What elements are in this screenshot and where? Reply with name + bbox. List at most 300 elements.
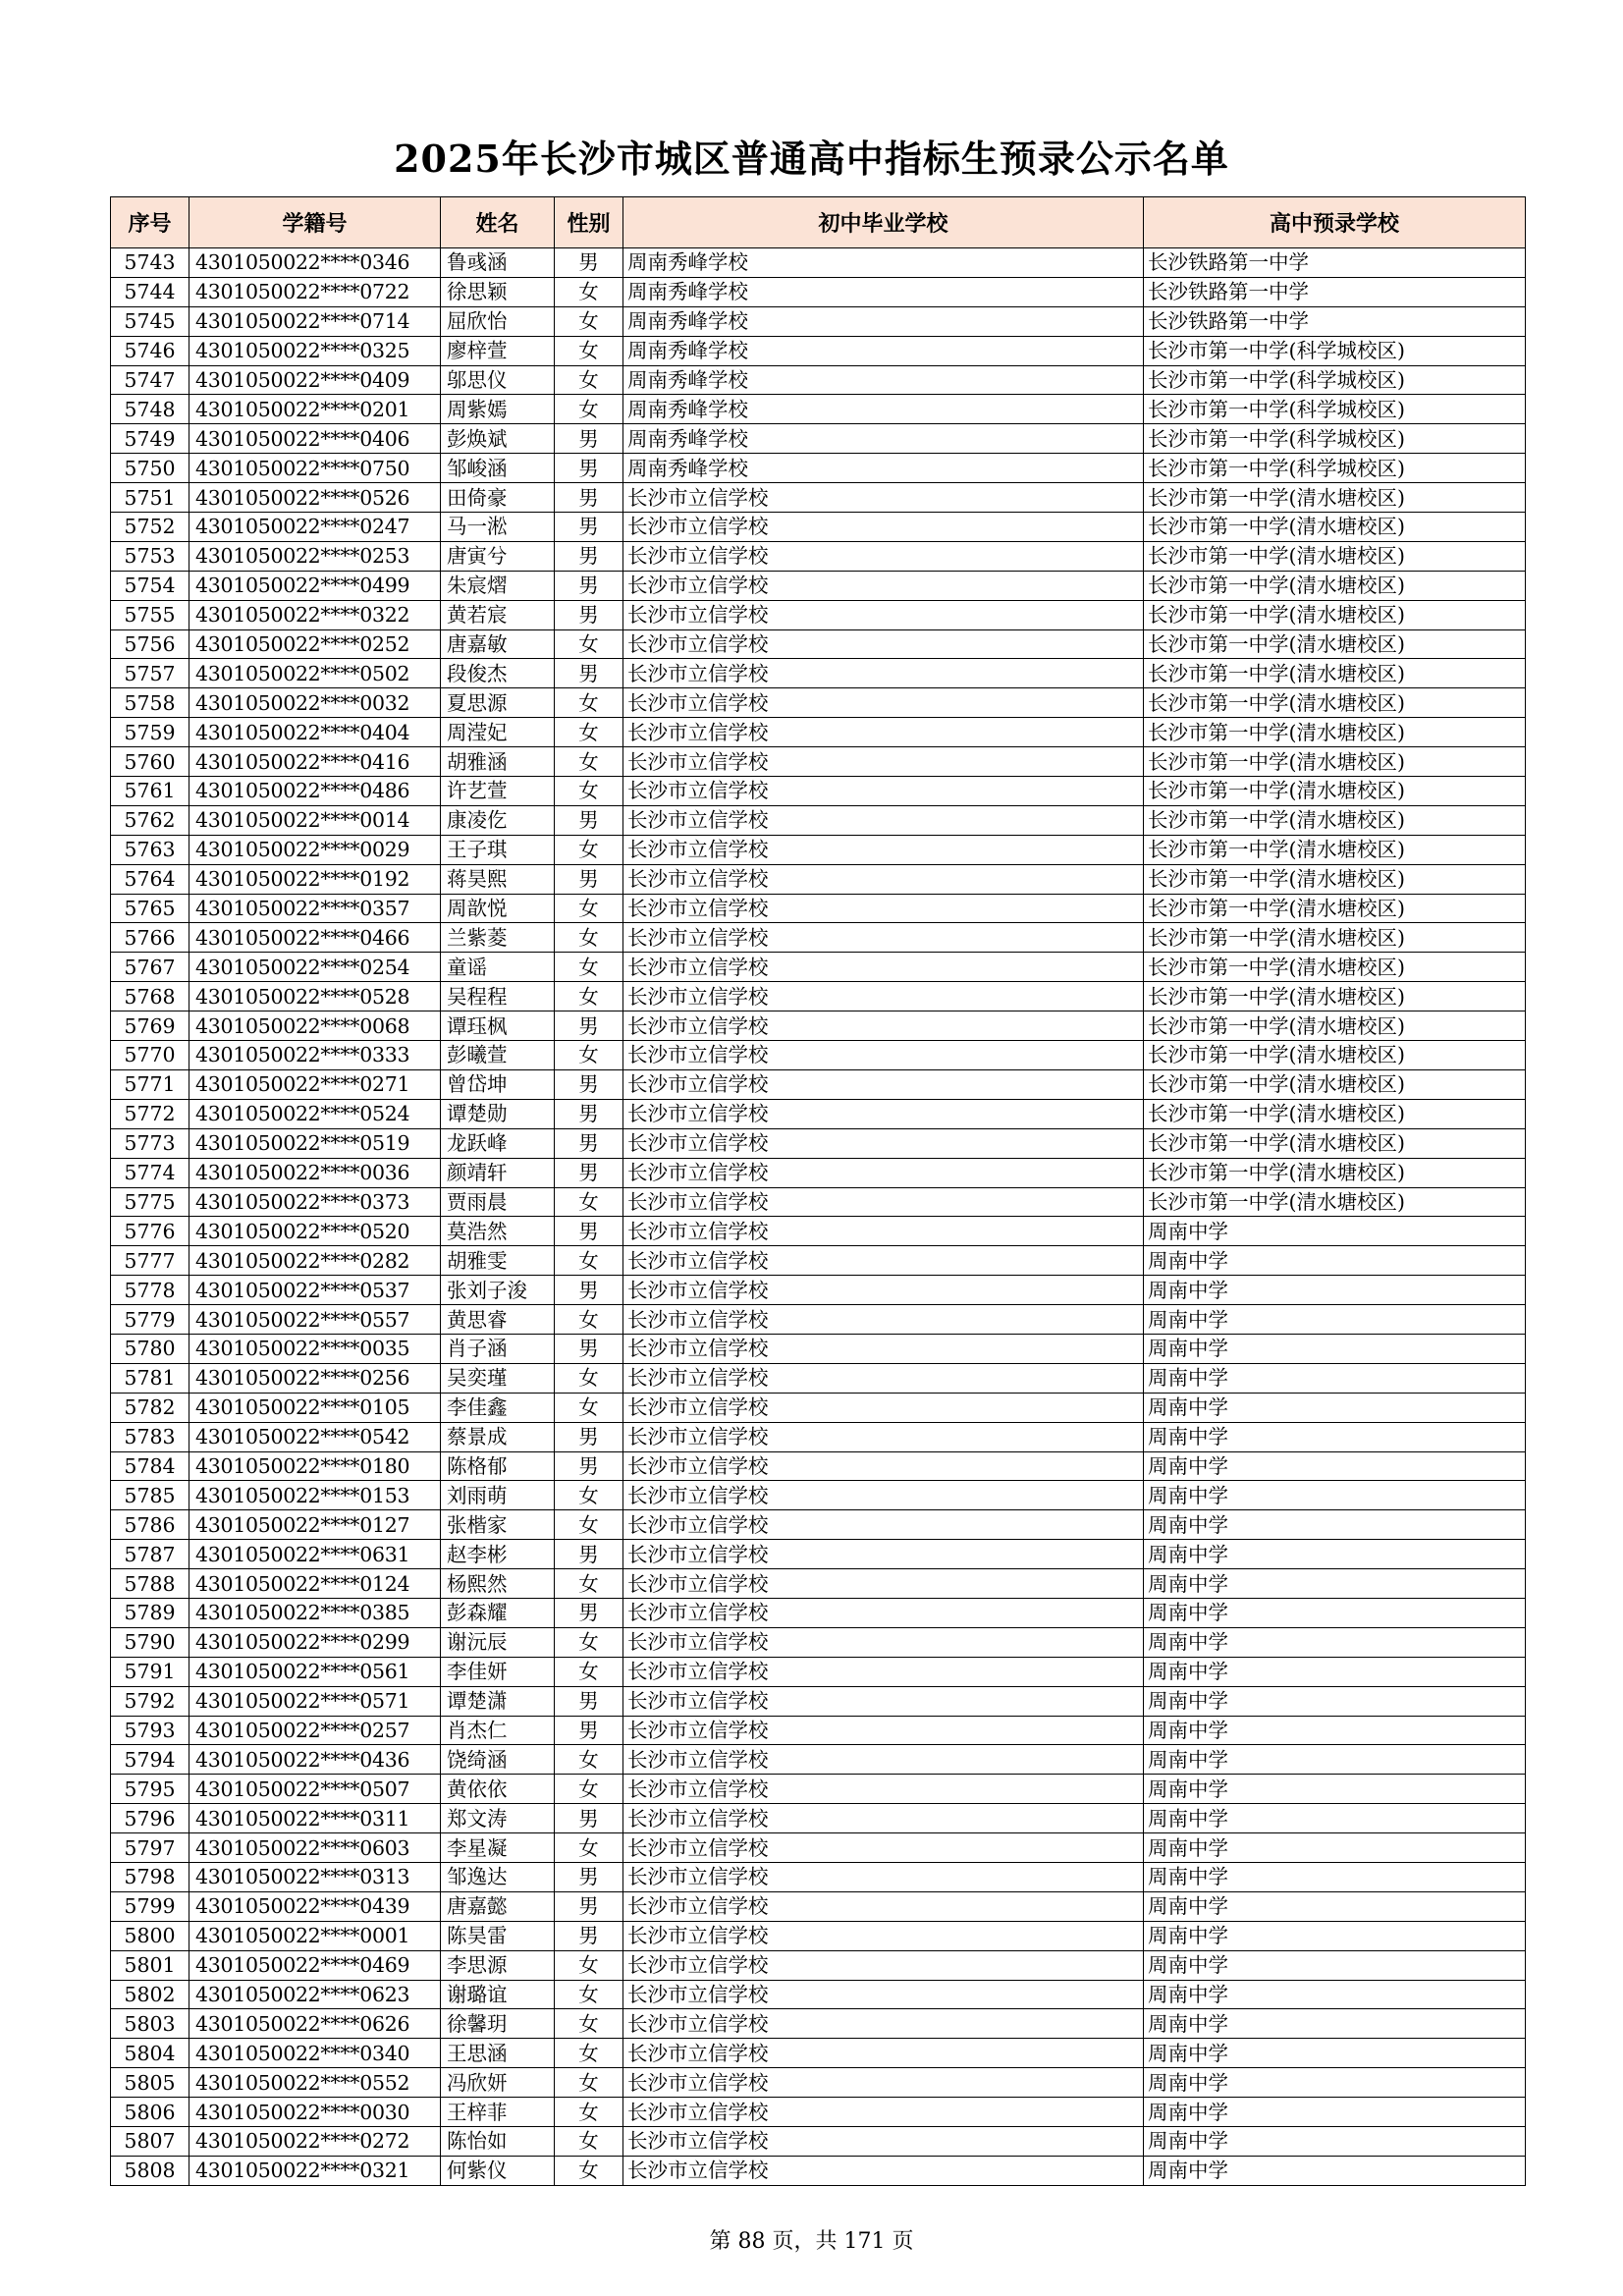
cell-seq: 5808 (111, 2156, 189, 2185)
table-row (111, 1775, 1526, 1804)
cell-name: 邹逸达 (441, 1862, 555, 1891)
cell-student-id: 4301050022****0557 (189, 1305, 441, 1335)
cell-name: 徐馨玥 (441, 2009, 555, 2039)
cell-student-id: 4301050022****0036 (189, 1158, 441, 1187)
cell-name: 张刘子浚 (441, 1276, 555, 1305)
cell-name: 肖杰仁 (441, 1716, 555, 1745)
cell-student-id: 4301050022****0068 (189, 1011, 441, 1041)
cell-seq: 5748 (111, 395, 189, 424)
cell-high-school: 周南中学 (1144, 1510, 1526, 1540)
cell-name: 段俊杰 (441, 659, 555, 688)
cell-gender: 男 (555, 454, 623, 483)
cell-middle-school: 周南秀峰学校 (623, 454, 1144, 483)
cell-name: 蒋昊熙 (441, 864, 555, 894)
cell-seq: 5749 (111, 424, 189, 454)
cell-high-school: 长沙市第一中学(清水塘校区) (1144, 688, 1526, 718)
cell-gender: 男 (555, 1011, 623, 1041)
cell-middle-school: 长沙市立信学校 (623, 1540, 1144, 1569)
cell-name: 冯欣妍 (441, 2068, 555, 2098)
cell-student-id: 4301050022****0486 (189, 777, 441, 806)
cell-student-id: 4301050022****0526 (189, 483, 441, 513)
table-row (111, 1921, 1526, 1950)
cell-seq: 5747 (111, 365, 189, 395)
header-middle-school: 初中毕业学校 (623, 197, 1144, 248)
cell-gender: 女 (555, 1481, 623, 1510)
cell-middle-school: 长沙市立信学校 (623, 2098, 1144, 2127)
cell-high-school: 长沙市第一中学(科学城校区) (1144, 454, 1526, 483)
cell-middle-school: 长沙市立信学校 (623, 953, 1144, 982)
table-row (111, 1187, 1526, 1217)
cell-seq: 5772 (111, 1099, 189, 1128)
cell-seq: 5763 (111, 835, 189, 864)
cell-student-id: 4301050022****0502 (189, 659, 441, 688)
cell-middle-school: 长沙市立信学校 (623, 1334, 1144, 1363)
cell-middle-school: 长沙市立信学校 (623, 1481, 1144, 1510)
cell-high-school: 长沙市第一中学(清水塘校区) (1144, 571, 1526, 600)
cell-name: 朱宸熠 (441, 571, 555, 600)
cell-middle-school: 长沙市立信学校 (623, 2156, 1144, 2185)
cell-gender: 男 (555, 864, 623, 894)
cell-high-school: 周南中学 (1144, 1598, 1526, 1627)
admission-table (110, 196, 1526, 2186)
table-row (111, 1950, 1526, 1980)
cell-student-id: 4301050022****0404 (189, 718, 441, 747)
cell-gender: 男 (555, 805, 623, 835)
cell-gender: 女 (555, 336, 623, 365)
cell-seq: 5803 (111, 2009, 189, 2039)
cell-name: 李佳鑫 (441, 1393, 555, 1422)
cell-seq: 5769 (111, 1011, 189, 1041)
cell-name: 彭焕斌 (441, 424, 555, 454)
table-row (111, 747, 1526, 777)
cell-high-school: 周南中学 (1144, 1363, 1526, 1393)
cell-gender: 女 (555, 2156, 623, 2185)
cell-name: 黄依依 (441, 1775, 555, 1804)
table-row (111, 1128, 1526, 1158)
cell-student-id: 4301050022****0271 (189, 1069, 441, 1099)
cell-name: 吴奕瑾 (441, 1363, 555, 1393)
cell-middle-school: 长沙市立信学校 (623, 1217, 1144, 1246)
table-row (111, 1804, 1526, 1833)
cell-seq: 5794 (111, 1745, 189, 1775)
cell-high-school: 周南中学 (1144, 1451, 1526, 1481)
cell-name: 谭楚潇 (441, 1686, 555, 1716)
cell-gender: 男 (555, 1921, 623, 1950)
cell-high-school: 长沙市第一中学(科学城校区) (1144, 424, 1526, 454)
cell-gender: 女 (555, 2098, 623, 2127)
cell-seq: 5789 (111, 1598, 189, 1627)
cell-seq: 5771 (111, 1069, 189, 1099)
cell-gender: 女 (555, 2039, 623, 2068)
cell-middle-school: 长沙市立信学校 (623, 835, 1144, 864)
cell-seq: 5778 (111, 1276, 189, 1305)
cell-student-id: 4301050022****0571 (189, 1686, 441, 1716)
cell-middle-school: 周南秀峰学校 (623, 395, 1144, 424)
cell-name: 童谣 (441, 953, 555, 982)
cell-gender: 女 (555, 629, 623, 659)
cell-middle-school: 长沙市立信学校 (623, 1657, 1144, 1686)
cell-seq: 5758 (111, 688, 189, 718)
cell-seq: 5746 (111, 336, 189, 365)
table-row (111, 1363, 1526, 1393)
cell-high-school: 周南中学 (1144, 2068, 1526, 2098)
cell-high-school: 周南中学 (1144, 2039, 1526, 2068)
cell-middle-school: 长沙市立信学校 (623, 894, 1144, 923)
cell-student-id: 4301050022****0520 (189, 1217, 441, 1246)
cell-seq: 5782 (111, 1393, 189, 1422)
cell-name: 周紫嫣 (441, 395, 555, 424)
cell-gender: 女 (555, 1833, 623, 1863)
cell-middle-school: 周南秀峰学校 (623, 277, 1144, 306)
cell-seq: 5768 (111, 982, 189, 1011)
table-row (111, 1745, 1526, 1775)
cell-middle-school: 长沙市立信学校 (623, 1451, 1144, 1481)
cell-seq: 5750 (111, 454, 189, 483)
cell-student-id: 4301050022****0722 (189, 277, 441, 306)
cell-high-school: 长沙市第一中学(清水塘校区) (1144, 747, 1526, 777)
cell-student-id: 4301050022****0519 (189, 1128, 441, 1158)
cell-seq: 5802 (111, 1980, 189, 2009)
cell-high-school: 周南中学 (1144, 1804, 1526, 1833)
cell-student-id: 4301050022****0537 (189, 1276, 441, 1305)
table-row (111, 1510, 1526, 1540)
cell-high-school: 周南中学 (1144, 1657, 1526, 1686)
cell-high-school: 长沙市第一中学(清水塘校区) (1144, 894, 1526, 923)
cell-high-school: 长沙市第一中学(清水塘校区) (1144, 923, 1526, 953)
cell-seq: 5787 (111, 1540, 189, 1569)
cell-gender: 男 (555, 1158, 623, 1187)
cell-student-id: 4301050022****0029 (189, 835, 441, 864)
cell-name: 莫浩然 (441, 1217, 555, 1246)
cell-high-school: 长沙市第一中学(清水塘校区) (1144, 483, 1526, 513)
cell-high-school: 长沙市第一中学(清水塘校区) (1144, 1041, 1526, 1070)
table-row (111, 953, 1526, 982)
cell-middle-school: 长沙市立信学校 (623, 1775, 1144, 1804)
cell-high-school: 长沙铁路第一中学 (1144, 277, 1526, 306)
cell-gender: 女 (555, 1510, 623, 1540)
cell-name: 王子琪 (441, 835, 555, 864)
cell-gender: 男 (555, 541, 623, 571)
cell-gender: 女 (555, 1305, 623, 1335)
cell-middle-school: 长沙市立信学校 (623, 777, 1144, 806)
cell-name: 吴程程 (441, 982, 555, 1011)
cell-middle-school: 长沙市立信学校 (623, 629, 1144, 659)
cell-seq: 5766 (111, 923, 189, 953)
cell-high-school: 周南中学 (1144, 1217, 1526, 1246)
cell-seq: 5760 (111, 747, 189, 777)
table-row (111, 2068, 1526, 2098)
cell-seq: 5795 (111, 1775, 189, 1804)
cell-seq: 5752 (111, 513, 189, 542)
cell-student-id: 4301050022****0325 (189, 336, 441, 365)
cell-name: 谢璐谊 (441, 1980, 555, 2009)
cell-high-school: 长沙市第一中学(清水塘校区) (1144, 864, 1526, 894)
cell-student-id: 4301050022****0001 (189, 1921, 441, 1950)
cell-gender: 女 (555, 1950, 623, 1980)
table-row (111, 1569, 1526, 1599)
table-row (111, 336, 1526, 365)
table-row (111, 1099, 1526, 1128)
cell-gender: 女 (555, 894, 623, 923)
cell-name: 谢沅辰 (441, 1627, 555, 1657)
cell-name: 田倚豪 (441, 483, 555, 513)
cell-gender: 女 (555, 1187, 623, 1217)
cell-middle-school: 长沙市立信学校 (623, 864, 1144, 894)
cell-seq: 5796 (111, 1804, 189, 1833)
cell-high-school: 周南中学 (1144, 1569, 1526, 1599)
cell-gender: 男 (555, 600, 623, 629)
table-row (111, 1627, 1526, 1657)
cell-student-id: 4301050022****0542 (189, 1422, 441, 1451)
cell-seq: 5776 (111, 1217, 189, 1246)
cell-middle-school: 长沙市立信学校 (623, 1833, 1144, 1863)
cell-seq: 5743 (111, 248, 189, 278)
cell-seq: 5759 (111, 718, 189, 747)
cell-high-school: 长沙市第一中学(清水塘校区) (1144, 953, 1526, 982)
cell-high-school: 周南中学 (1144, 1627, 1526, 1657)
cell-student-id: 4301050022****0127 (189, 1510, 441, 1540)
cell-seq: 5767 (111, 953, 189, 982)
cell-seq: 5788 (111, 1569, 189, 1599)
cell-high-school: 周南中学 (1144, 1305, 1526, 1335)
cell-student-id: 4301050022****0035 (189, 1334, 441, 1363)
cell-gender: 女 (555, 923, 623, 953)
cell-student-id: 4301050022****0714 (189, 306, 441, 336)
cell-middle-school: 长沙市立信学校 (623, 2009, 1144, 2039)
cell-name: 康凌仡 (441, 805, 555, 835)
cell-high-school: 长沙市第一中学(清水塘校区) (1144, 718, 1526, 747)
cell-high-school: 长沙铁路第一中学 (1144, 248, 1526, 278)
table-row (111, 1833, 1526, 1863)
table-row (111, 513, 1526, 542)
cell-middle-school: 长沙市立信学校 (623, 2039, 1144, 2068)
cell-middle-school: 长沙市立信学校 (623, 1804, 1144, 1833)
table-row (111, 1686, 1526, 1716)
cell-name: 李佳妍 (441, 1657, 555, 1686)
cell-name: 周滢妃 (441, 718, 555, 747)
cell-seq: 5770 (111, 1041, 189, 1070)
cell-middle-school: 长沙市立信学校 (623, 483, 1144, 513)
cell-middle-school: 长沙市立信学校 (623, 1069, 1144, 1099)
cell-high-school: 长沙市第一中学(清水塘校区) (1144, 541, 1526, 571)
cell-seq: 5790 (111, 1627, 189, 1657)
cell-seq: 5805 (111, 2068, 189, 2098)
page-title: 2025年长沙市城区普通高中指标生预录公示名单 (394, 137, 1229, 181)
cell-high-school: 长沙市第一中学(清水塘校区) (1144, 835, 1526, 864)
table-row (111, 659, 1526, 688)
cell-name: 徐思颖 (441, 277, 555, 306)
cell-high-school: 周南中学 (1144, 2098, 1526, 2127)
cell-name: 陈昊雷 (441, 1921, 555, 1950)
table-row (111, 629, 1526, 659)
cell-name: 何紫仪 (441, 2156, 555, 2185)
cell-high-school: 周南中学 (1144, 1540, 1526, 1569)
cell-student-id: 4301050022****0528 (189, 982, 441, 1011)
cell-gender: 女 (555, 688, 623, 718)
cell-name: 赵李彬 (441, 1540, 555, 1569)
table-row (111, 1011, 1526, 1041)
cell-middle-school: 长沙市立信学校 (623, 513, 1144, 542)
cell-high-school: 长沙市第一中学(科学城校区) (1144, 395, 1526, 424)
cell-seq: 5777 (111, 1246, 189, 1276)
cell-high-school: 周南中学 (1144, 1745, 1526, 1775)
cell-student-id: 4301050022****0750 (189, 454, 441, 483)
table-row (111, 1716, 1526, 1745)
cell-name: 周歆悦 (441, 894, 555, 923)
cell-middle-school: 长沙市立信学校 (623, 1099, 1144, 1128)
cell-student-id: 4301050022****0385 (189, 1598, 441, 1627)
table-row (111, 1481, 1526, 1510)
cell-student-id: 4301050022****0030 (189, 2098, 441, 2127)
cell-seq: 5785 (111, 1481, 189, 1510)
table-row (111, 248, 1526, 278)
cell-seq: 5765 (111, 894, 189, 923)
table-row (111, 2098, 1526, 2127)
table-row (111, 2039, 1526, 2068)
cell-gender: 男 (555, 424, 623, 454)
table-row (111, 1158, 1526, 1187)
table-row (111, 718, 1526, 747)
cell-high-school: 周南中学 (1144, 1334, 1526, 1363)
table-row (111, 982, 1526, 1011)
header-student-id: 学籍号 (189, 197, 441, 248)
cell-middle-school: 周南秀峰学校 (623, 336, 1144, 365)
cell-high-school: 长沙市第一中学(清水塘校区) (1144, 659, 1526, 688)
cell-gender: 男 (555, 1716, 623, 1745)
cell-seq: 5751 (111, 483, 189, 513)
cell-gender: 男 (555, 513, 623, 542)
cell-middle-school: 长沙市立信学校 (623, 1276, 1144, 1305)
header-seq: 序号 (111, 197, 189, 248)
cell-gender: 女 (555, 777, 623, 806)
cell-name: 彭森耀 (441, 1598, 555, 1627)
cell-gender: 男 (555, 1099, 623, 1128)
table-row (111, 483, 1526, 513)
cell-high-school: 长沙市第一中学(清水塘校区) (1144, 600, 1526, 629)
cell-seq: 5774 (111, 1158, 189, 1187)
cell-middle-school: 长沙市立信学校 (623, 1569, 1144, 1599)
cell-gender: 女 (555, 2127, 623, 2157)
cell-gender: 男 (555, 1862, 623, 1891)
table-row (111, 1540, 1526, 1569)
cell-name: 王思涵 (441, 2039, 555, 2068)
header-gender: 性别 (555, 197, 623, 248)
cell-gender: 女 (555, 982, 623, 1011)
cell-high-school: 周南中学 (1144, 1481, 1526, 1510)
cell-gender: 女 (555, 277, 623, 306)
cell-name: 蔡景成 (441, 1422, 555, 1451)
cell-student-id: 4301050022****0340 (189, 2039, 441, 2068)
cell-gender: 女 (555, 1627, 623, 1657)
table-row (111, 805, 1526, 835)
cell-gender: 男 (555, 248, 623, 278)
cell-middle-school: 长沙市立信学校 (623, 688, 1144, 718)
cell-high-school: 长沙市第一中学(清水塘校区) (1144, 629, 1526, 659)
cell-middle-school: 长沙市立信学校 (623, 747, 1144, 777)
cell-seq: 5804 (111, 2039, 189, 2068)
cell-student-id: 4301050022****0439 (189, 1891, 441, 1921)
cell-middle-school: 长沙市立信学校 (623, 1598, 1144, 1627)
table-row (111, 835, 1526, 864)
cell-middle-school: 长沙市立信学校 (623, 1363, 1144, 1393)
cell-middle-school: 长沙市立信学校 (623, 1891, 1144, 1921)
cell-student-id: 4301050022****0357 (189, 894, 441, 923)
cell-high-school: 周南中学 (1144, 1422, 1526, 1451)
cell-seq: 5780 (111, 1334, 189, 1363)
cell-gender: 女 (555, 835, 623, 864)
table-row (111, 1276, 1526, 1305)
cell-name: 王梓菲 (441, 2098, 555, 2127)
cell-middle-school: 长沙市立信学校 (623, 2127, 1144, 2157)
cell-student-id: 4301050022****0014 (189, 805, 441, 835)
cell-middle-school: 长沙市立信学校 (623, 1921, 1144, 1950)
cell-seq: 5762 (111, 805, 189, 835)
cell-seq: 5793 (111, 1716, 189, 1745)
cell-high-school: 周南中学 (1144, 1950, 1526, 1980)
cell-student-id: 4301050022****0623 (189, 1980, 441, 2009)
cell-name: 邬思仪 (441, 365, 555, 395)
cell-seq: 5775 (111, 1187, 189, 1217)
cell-seq: 5745 (111, 306, 189, 336)
cell-name: 郑文涛 (441, 1804, 555, 1833)
cell-high-school: 长沙市第一中学(清水塘校区) (1144, 1128, 1526, 1158)
cell-student-id: 4301050022****0552 (189, 2068, 441, 2098)
cell-middle-school: 长沙市立信学校 (623, 1011, 1144, 1041)
table-row (111, 1980, 1526, 2009)
cell-gender: 女 (555, 718, 623, 747)
cell-middle-school: 周南秀峰学校 (623, 365, 1144, 395)
cell-gender: 女 (555, 1745, 623, 1775)
cell-middle-school: 长沙市立信学校 (623, 1627, 1144, 1657)
table-row (111, 600, 1526, 629)
cell-name: 谭珏枫 (441, 1011, 555, 1041)
cell-gender: 男 (555, 1891, 623, 1921)
cell-student-id: 4301050022****0313 (189, 1862, 441, 1891)
table-row (111, 2127, 1526, 2157)
cell-gender: 女 (555, 1246, 623, 1276)
cell-student-id: 4301050022****0272 (189, 2127, 441, 2157)
cell-high-school: 周南中学 (1144, 1775, 1526, 1804)
cell-gender: 女 (555, 365, 623, 395)
cell-student-id: 4301050022****0406 (189, 424, 441, 454)
cell-seq: 5761 (111, 777, 189, 806)
cell-gender: 男 (555, 1540, 623, 1569)
cell-student-id: 4301050022****0257 (189, 1716, 441, 1745)
cell-gender: 男 (555, 1804, 623, 1833)
cell-seq: 5757 (111, 659, 189, 688)
cell-student-id: 4301050022****0299 (189, 1627, 441, 1657)
cell-gender: 女 (555, 2009, 623, 2039)
cell-student-id: 4301050022****0373 (189, 1187, 441, 1217)
cell-seq: 5798 (111, 1862, 189, 1891)
cell-seq: 5755 (111, 600, 189, 629)
cell-gender: 男 (555, 1217, 623, 1246)
table-row (111, 1334, 1526, 1363)
cell-name: 鲁彧涵 (441, 248, 555, 278)
cell-high-school: 长沙市第一中学(清水塘校区) (1144, 805, 1526, 835)
cell-student-id: 4301050022****0436 (189, 1745, 441, 1775)
cell-name: 曾岱坤 (441, 1069, 555, 1099)
table-row (111, 923, 1526, 953)
cell-name: 邹峻涵 (441, 454, 555, 483)
cell-gender: 女 (555, 1657, 623, 1686)
cell-student-id: 4301050022****0254 (189, 953, 441, 982)
cell-middle-school: 长沙市立信学校 (623, 982, 1144, 1011)
cell-gender: 女 (555, 1393, 623, 1422)
cell-seq: 5801 (111, 1950, 189, 1980)
cell-seq: 5807 (111, 2127, 189, 2157)
table-row (111, 1862, 1526, 1891)
